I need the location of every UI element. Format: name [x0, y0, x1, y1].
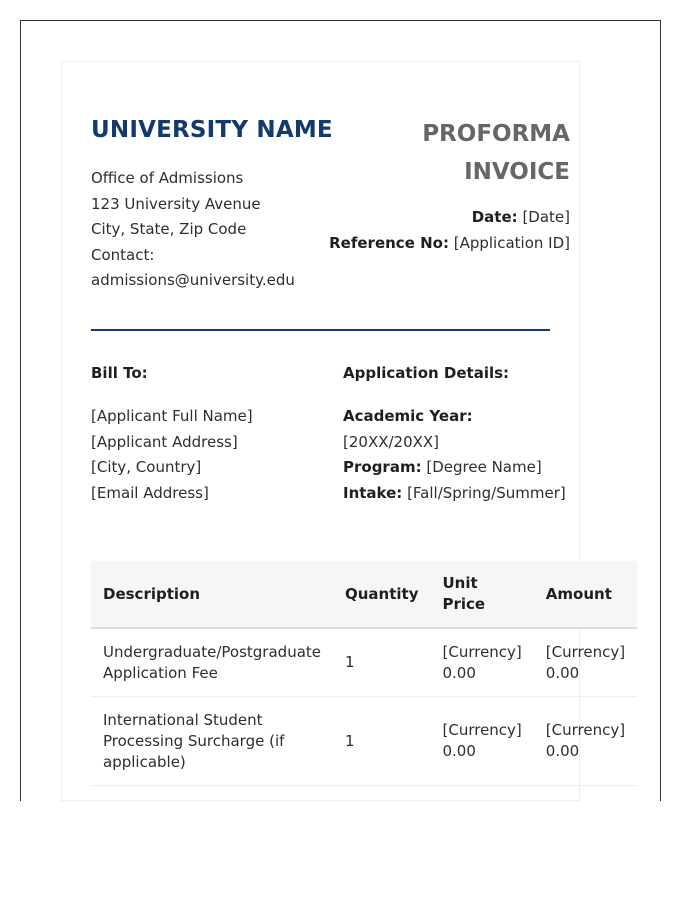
row-quantity: 1 [333, 628, 431, 697]
date-row [329, 205, 570, 231]
table-header-row [91, 561, 637, 628]
row-amount [534, 697, 637, 786]
amount-line: 0.00 [545, 663, 580, 682]
column-header-description: Description [91, 561, 333, 628]
row-unit-price [431, 628, 534, 697]
row-quantity: 1 [333, 697, 431, 786]
unit-price-header-line: Price [442, 595, 486, 613]
row-amount [534, 628, 637, 697]
address-line: Contact: [91, 245, 155, 264]
column-header-unit-price [431, 561, 534, 628]
bill-to-line: [City, Country] [91, 458, 202, 476]
invoice-meta [329, 205, 570, 256]
amount-line: 0.00 [545, 742, 580, 760]
academic-year-value: [20XX/20XX] [343, 432, 440, 451]
fee-table [91, 561, 637, 786]
row-unit-price [431, 697, 534, 786]
invoice-title [370, 115, 570, 191]
description-line: applicable) [103, 752, 186, 771]
date-label: Date: [471, 208, 518, 226]
row-description [91, 628, 333, 697]
unit-price-line: 0.00 [442, 742, 476, 760]
row-description [91, 697, 333, 786]
description-line: International Student [103, 710, 263, 729]
intake-value: [Fall/Spring/Summer] [407, 483, 566, 502]
unit-price-line: [Currency] [442, 642, 522, 661]
address-line: Office of Admissions [91, 169, 244, 187]
date-value: [Date] [522, 208, 570, 226]
column-header-amount: Amount [534, 561, 637, 628]
bill-to-heading: Bill To: [91, 364, 148, 382]
reference-value: [Application ID] [453, 233, 570, 252]
intake-row [343, 481, 566, 507]
unit-price-line: 0.00 [442, 663, 476, 682]
column-header-quantity: Quantity [333, 561, 431, 628]
bill-to-block [91, 404, 253, 506]
amount-line: [Currency] [545, 642, 626, 661]
header-divider [91, 329, 550, 331]
intake-label: Intake: [343, 483, 403, 502]
reference-label: Reference No: [329, 233, 449, 252]
application-details-heading: Application Details: [343, 364, 510, 382]
description-line: Processing Surcharge (if [103, 731, 285, 750]
description-line: Undergraduate/Postgraduate [103, 642, 321, 661]
table-row [91, 628, 637, 697]
bill-to-line: [Email Address] [91, 483, 209, 502]
amount-line: [Currency] [545, 721, 626, 739]
university-name: UNIVERSITY NAME [91, 117, 333, 143]
academic-year-label-row [343, 404, 566, 430]
description-line: Application Fee [103, 663, 218, 682]
unit-price-line: [Currency] [442, 721, 522, 739]
address-block [91, 166, 295, 294]
bill-to-line: [Applicant Address] [91, 432, 238, 451]
contact-email: admissions@university.edu [91, 271, 295, 289]
program-label: Program: [343, 458, 422, 476]
program-row [343, 455, 566, 481]
application-details-block [343, 404, 566, 506]
academic-year-label: Academic Year: [343, 407, 473, 425]
reference-row [329, 231, 570, 257]
invoice-title-line: INVOICE [464, 159, 570, 185]
address-line: City, State, Zip Code [91, 220, 247, 238]
program-value: [Degree Name] [426, 458, 542, 476]
address-line: 123 University Avenue [91, 194, 261, 213]
table-row [91, 697, 637, 786]
unit-price-header-line: Unit [442, 574, 478, 592]
invoice-title-line: PROFORMA [422, 121, 570, 147]
bill-to-line: [Applicant Full Name] [91, 407, 253, 425]
